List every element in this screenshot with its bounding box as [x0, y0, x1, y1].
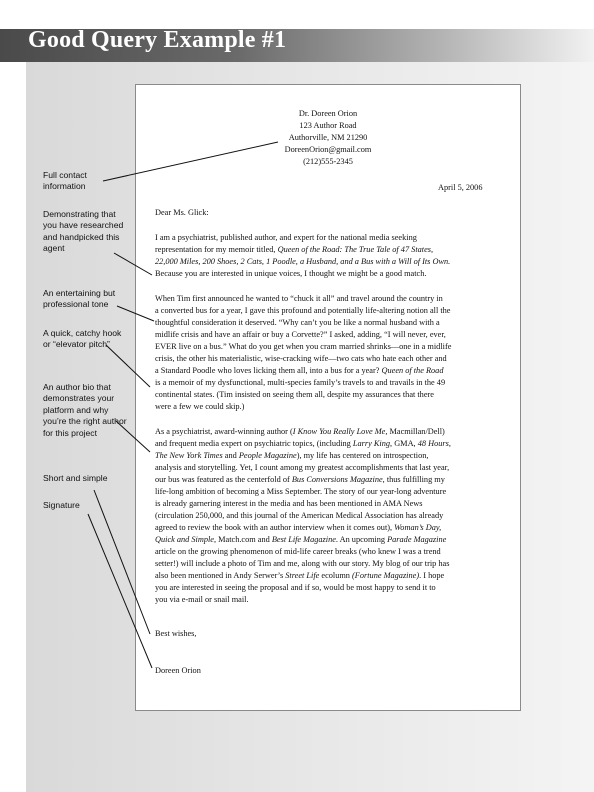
annotation-hook: A quick, catchy hook or “elevator pitch”	[43, 328, 122, 350]
text-line: analysis and storytelling. Yet, I count among my greatest accomplishments that last year,	[155, 463, 450, 472]
sender-phone: (212)555-2345	[303, 157, 353, 166]
text-line: Quick and Simple, Match.com and Best Life Magazine. An upcoming Parade Magazine	[155, 535, 447, 544]
signature: Doreen Orion	[155, 666, 201, 675]
page-title: Good Query Example #1	[28, 27, 287, 53]
letter-date: April 5, 2006	[438, 183, 483, 192]
connector-signature	[88, 514, 152, 668]
annotation-signature: Signature	[43, 500, 80, 510]
annotation-tone: An entertaining but professional tone	[43, 288, 116, 310]
text-line: life-long ambition of becoming a Miss September. The story of our year-long adventure	[155, 487, 447, 496]
text-line: Because you are interested in unique voices, I thought we might be a good match.	[155, 269, 427, 278]
sender-name: Dr. Doreen Orion	[298, 109, 358, 118]
connector-researched	[114, 253, 152, 275]
annotation-short-simple: Short and simple	[43, 473, 108, 483]
text-line: our bus was featured as the centerfold of Bus Conversions Magazine, thus fulfilling my	[155, 475, 445, 484]
text-line: As a psychiatrist, award-winning author (I Know You Really Love Me, Macmillan/Dell)	[155, 427, 445, 436]
salutation: Dear Ms. Glick:	[155, 208, 209, 217]
text-line: were a few we could skip.)	[155, 402, 245, 411]
text-line: you are interested in seeing the proposal and if so, would be most happy to send it to	[155, 583, 436, 592]
text-line: representation for my memoir titled, Queen of the Road: The True Tale of 47 States,	[155, 245, 434, 254]
text-line: 22,000 Miles, 200 Shoes, 2 Cats, 1 Poodle, a Husband, and a Bus with a Will of Its Own.	[155, 257, 451, 266]
annotation-author-bio: An author bio that demonstrates your platform and why you’re the right author for this project	[43, 382, 127, 438]
sender-street: 123 Author Road	[299, 121, 357, 130]
text-line: midlife crisis and have an affair or buy a Corvette?” I asked, adding, “I will never, ever,	[155, 330, 446, 339]
text-line: thoughtful consideration it deserved. “Why can’t you be like a normal husband with a	[155, 318, 440, 327]
text-line: a Standard Poodle who loves licking them all, into a bus for a year? Queen of the Road	[155, 366, 444, 375]
text-line: is a memoir of my dysfunctional, multi-species family’s travels to and travails in the 49	[155, 378, 446, 387]
connector-tone	[117, 306, 154, 321]
text-line: EVER live on a bus.” What do you get when you cram married shrinks—one in a midlife	[155, 342, 452, 351]
text-line: continental states. (Tim insisted on seeing them all, despite my assurances that there	[155, 390, 434, 399]
connector-short	[94, 490, 150, 634]
connector-bio	[116, 421, 150, 452]
text-line: and frequent media expert on psychiatric topics, (including Larry King, GMA, 48 Hours,	[155, 439, 451, 448]
text-line: agreed to review the book with an author interview when it comes out), Woman’s Day,	[155, 523, 442, 532]
text-line: also been mentioned in Andy Serwer’s Street Life ecolumn (Fortune Magazine). I hope	[155, 571, 445, 580]
text-line: article on the growing phenomenon of mid-life career breaks (who knew I was a trend	[155, 547, 441, 556]
annotation-researched-agent: Demonstrating that you have researched and handpicked this agent	[43, 209, 124, 254]
text-line: When Tim first announced he wanted to “chuck it all” and travel around the country in	[155, 294, 443, 303]
text-line: a converted bus for a year, I gave this profound and potentially life-altering notion all the	[155, 306, 451, 315]
text-line: (circulation 250,000, and this journal of the American Medical Association has already	[155, 511, 444, 520]
closing: Best wishes,	[155, 629, 197, 638]
sender-city: Authorville, NM 21290	[288, 133, 368, 142]
text-line: crisis, the other his materialistic, wise-cracking wife—two cats who hate each other and	[155, 354, 447, 363]
text-line: The New York Times and People Magazine), my life has centered on introspection,	[155, 451, 429, 460]
sender-email: DoreenOrion@gmail.com	[284, 145, 372, 154]
connector-hook	[106, 345, 150, 387]
text-line: is already garnering interest in the media and has been mentioned in AMA News	[155, 499, 423, 508]
connector-contact	[103, 142, 278, 181]
annotation-contact-info: Full contact information	[43, 170, 87, 192]
text-line: you via e-mail or snail mail.	[155, 595, 249, 604]
text-line: I am a psychiatrist, published author, and expert for the national media seeking	[155, 233, 417, 242]
text-line: setter!) will include a photo of Tim and me, along with our story. My blog of our trip has	[155, 559, 450, 568]
